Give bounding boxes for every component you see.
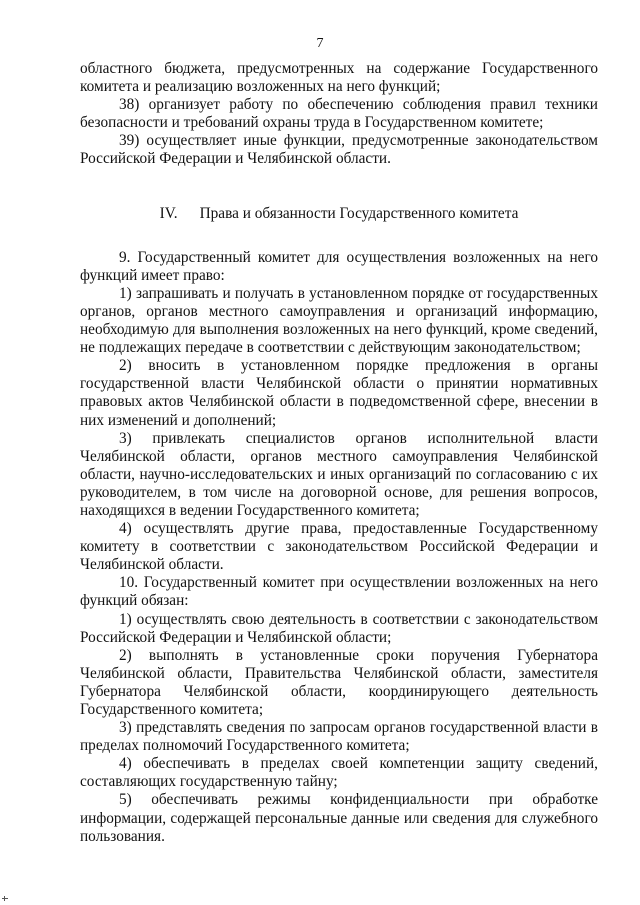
paragraph-clause-10: 10. Государственный комитет при осуществлении возложенных на него функций обязан: bbox=[80, 574, 598, 610]
paragraph-duty-5: 5) обеспечивать режимы конфиденциальности при обработке информации, содержащей персональные данные или сведения для служебного пользования. bbox=[80, 791, 598, 845]
paragraph-right-1: 1) запрашивать и получать в установленном порядке от государственных органов, органов местного самоуправления и организаций информацию, необходимую для выполнения возложенных на него функций, кроме сведений, не подлежащих передаче в соответствии с действующим законодательством; bbox=[80, 284, 598, 357]
paragraph-continuation: областного бюджета, предусмотренных на содержание Государственного комитета и реализацию возложенных на него функций; bbox=[80, 60, 598, 96]
scan-corner-mark bbox=[2, 898, 8, 899]
paragraph-clause-9: 9. Государственный комитет для осуществления возложенных на него функций имеет право: bbox=[80, 248, 598, 284]
paragraph-duty-3: 3) представлять сведения по запросам органов государственной власти в пределах полномочий Государственного комитета; bbox=[80, 719, 598, 755]
paragraph-duty-1: 1) осуществлять свою деятельность в соответствии с законодательством Российской Федерации и Челябинской области; bbox=[80, 610, 598, 646]
document-body bbox=[80, 60, 598, 846]
section-number: IV. bbox=[159, 204, 178, 222]
scan-corner-mark bbox=[4, 896, 5, 901]
paragraph-duty-4: 4) обеспечивать в пределах своей компетенции защиту сведений, составляющих государственную тайну; bbox=[80, 755, 598, 791]
page-number: 7 bbox=[316, 36, 324, 51]
paragraph-item-39: 39) осуществляет иные функции, предусмотренные законодательством Российской Федерации и Челябинской области. bbox=[80, 132, 598, 168]
paragraph-right-3: 3) привлекать специалистов органов исполнительной власти Челябинской области, органов местного самоуправления Челябинской области, научно-исследовательских и иных организаций по согласованию с их руководителем, в том числе на договорной основе, для решения вопросов, находящихся в ведении Государственного комитета; bbox=[80, 429, 598, 519]
section-title: Права и обязанности Государственного комитета bbox=[199, 204, 519, 222]
paragraph-right-4: 4) осуществлять другие права, предоставленные Государственному комитету в соответствии с законодательством Российской Федерации и Челябинской области. bbox=[80, 520, 598, 574]
paragraph-right-2: 2) вносить в установленном порядке предложения в органы государственной власти Челябинской области о принятии нормативных правовых актов Челябинской области в подведомственной сфере, внесении в них изменений и дополнений; bbox=[80, 357, 598, 429]
paragraph-item-38: 38) организует работу по обеспечению соблюдения правил техники безопасности и требований охраны труда в Государственном комитете; bbox=[80, 96, 598, 132]
paragraph-duty-2: 2) выполнять в установленные сроки поручения Губернатора Челябинской области, Правительства Челябинской области, заместителя Губернатора Челябинской области, координирующего деятельность Государственного комитета; bbox=[80, 646, 598, 718]
section-heading bbox=[80, 205, 598, 223]
